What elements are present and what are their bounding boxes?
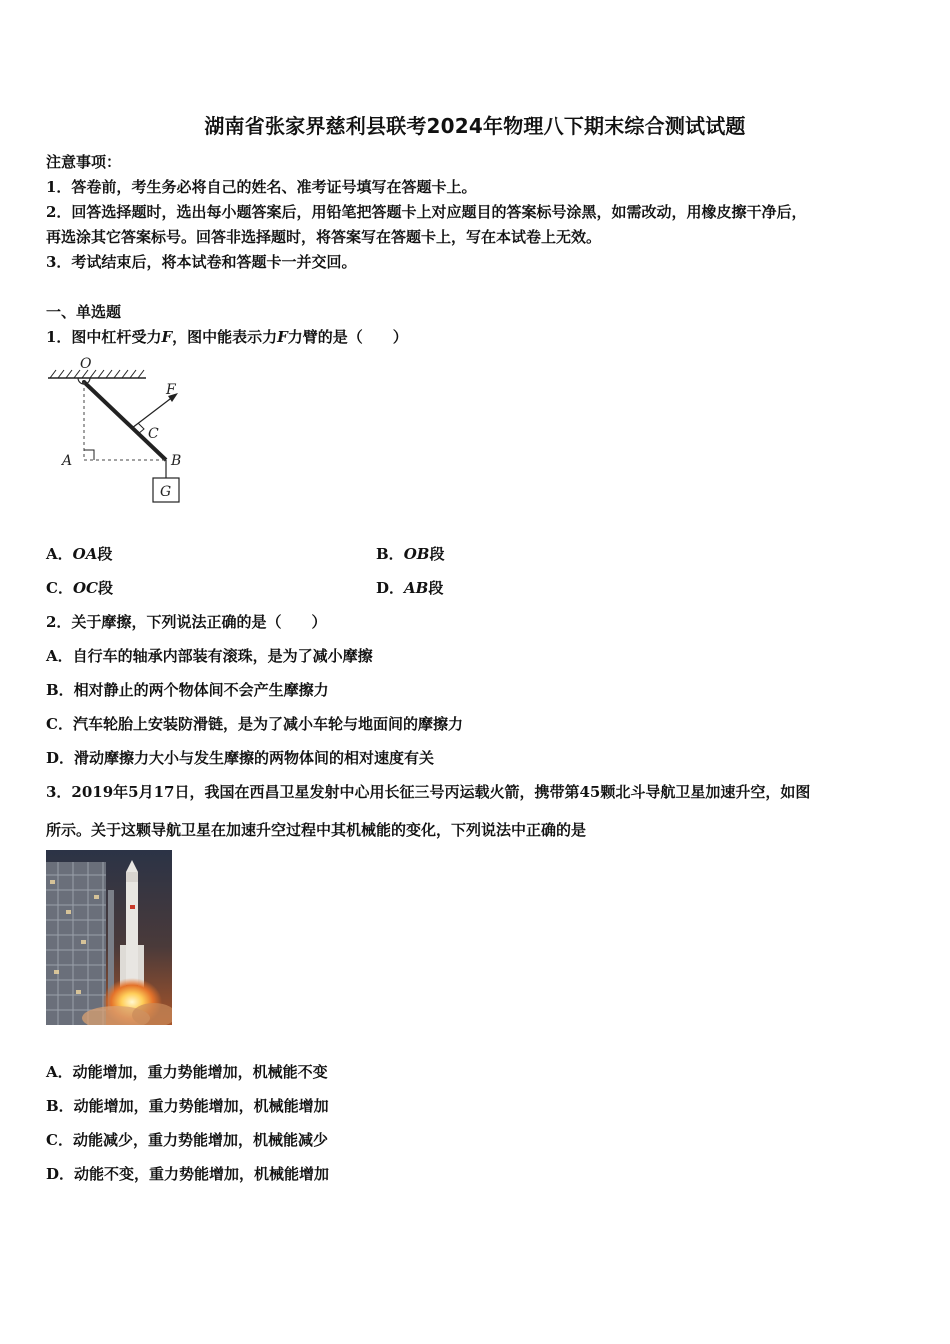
q3-option-a[interactable]: A．动能增加，重力势能增加，机械能不变 bbox=[46, 1063, 328, 1081]
right-angle-a bbox=[84, 450, 94, 460]
q1-stem-part-c: 力臂的是（ ） bbox=[287, 328, 408, 346]
option-suffix: 段 bbox=[428, 579, 444, 597]
rocket-launch-photo bbox=[46, 850, 172, 1025]
option-letter: B． bbox=[376, 545, 404, 563]
label-b: B bbox=[171, 453, 182, 469]
option-var: OB bbox=[403, 545, 430, 563]
q3-option-b[interactable]: B．动能增加，重力势能增加，机械能增加 bbox=[46, 1097, 329, 1115]
q1-option-c[interactable] bbox=[46, 578, 113, 598]
option-letter: D． bbox=[376, 579, 405, 597]
q1-stem-var-f: F bbox=[161, 328, 173, 346]
q2-stem: 2．关于摩擦，下列说法正确的是（ ） bbox=[46, 613, 327, 631]
q3-stem-line-1: 3．2019年5月17日，我国在西昌卫星发射中心用长征三号丙运载火箭，携带第45颗北斗导航卫星加速升空，如图 bbox=[46, 783, 811, 801]
q1-stem-var-f2: F bbox=[277, 328, 288, 346]
label-c: C bbox=[148, 426, 159, 442]
section-heading: 一、单选题 bbox=[46, 303, 122, 321]
q3-stem-line-2: 所示。关于这颗导航卫星在加速升空过程中其机械能的变化，下列说法中正确的是 bbox=[46, 821, 587, 839]
q1-stem bbox=[46, 327, 408, 347]
q1-lever-diagram bbox=[40, 352, 200, 512]
option-letter: C． bbox=[46, 579, 73, 597]
q1-option-d[interactable] bbox=[376, 578, 443, 598]
lever-bar bbox=[84, 382, 166, 460]
notice-item-3: 3．考试结束后，将本试卷和答题卡一并交回。 bbox=[46, 253, 357, 271]
page-title: 湖南省张家界慈利县联考2024年物理八下期末综合测试试题 bbox=[204, 114, 746, 138]
q1-option-a[interactable] bbox=[46, 544, 112, 564]
q2-option-a[interactable]: A．自行车的轴承内部装有滚珠，是为了减小摩擦 bbox=[46, 647, 373, 665]
option-var: AB bbox=[404, 579, 429, 597]
label-a: A bbox=[62, 453, 73, 469]
option-suffix: 段 bbox=[429, 545, 445, 563]
q2-option-c[interactable]: C．汽车轮胎上安装防滑链，是为了减小车轮与地面间的摩擦力 bbox=[46, 715, 463, 733]
ceiling-hatching bbox=[50, 370, 144, 378]
q1-option-b[interactable] bbox=[376, 544, 444, 564]
option-letter: A． bbox=[46, 545, 73, 563]
notice-item-2: 2．回答选择题时，选出每小题答案后，用铅笔把答题卡上对应题目的答案标号涂黑，如需改动，用橡皮擦干净后， bbox=[46, 203, 807, 221]
q2-option-d[interactable]: D．滑动摩擦力大小与发生摩擦的两物体间的相对速度有关 bbox=[46, 749, 435, 767]
q1-stem-part-b: ，图中能表示力 bbox=[172, 328, 278, 346]
q2-option-b[interactable]: B．相对静止的两个物体间不会产生摩擦力 bbox=[46, 681, 329, 699]
option-suffix: 段 bbox=[97, 579, 113, 597]
q3-option-d[interactable]: D．动能不变，重力势能增加，机械能增加 bbox=[46, 1165, 330, 1183]
notice-item-1: 1．答卷前，考生务必将自己的姓名、准考证号填写在答题卡上。 bbox=[46, 178, 477, 196]
option-suffix: 段 bbox=[97, 545, 113, 563]
q1-stem-part-a: 1．图中杠杆受力 bbox=[46, 328, 162, 346]
label-f: F bbox=[166, 382, 176, 398]
label-o: O bbox=[80, 356, 92, 372]
label-g: G bbox=[160, 484, 172, 500]
option-var: OC bbox=[72, 579, 98, 597]
q3-option-c[interactable]: C．动能减少，重力势能增加，机械能减少 bbox=[46, 1131, 328, 1149]
option-var: OA bbox=[72, 545, 98, 563]
notice-heading: 注意事项： bbox=[46, 153, 122, 171]
notice-item-2-cont: 再选涂其它答案标号。回答非选择题时，将答案写在答题卡上，写在本试卷上无效。 bbox=[46, 228, 602, 246]
